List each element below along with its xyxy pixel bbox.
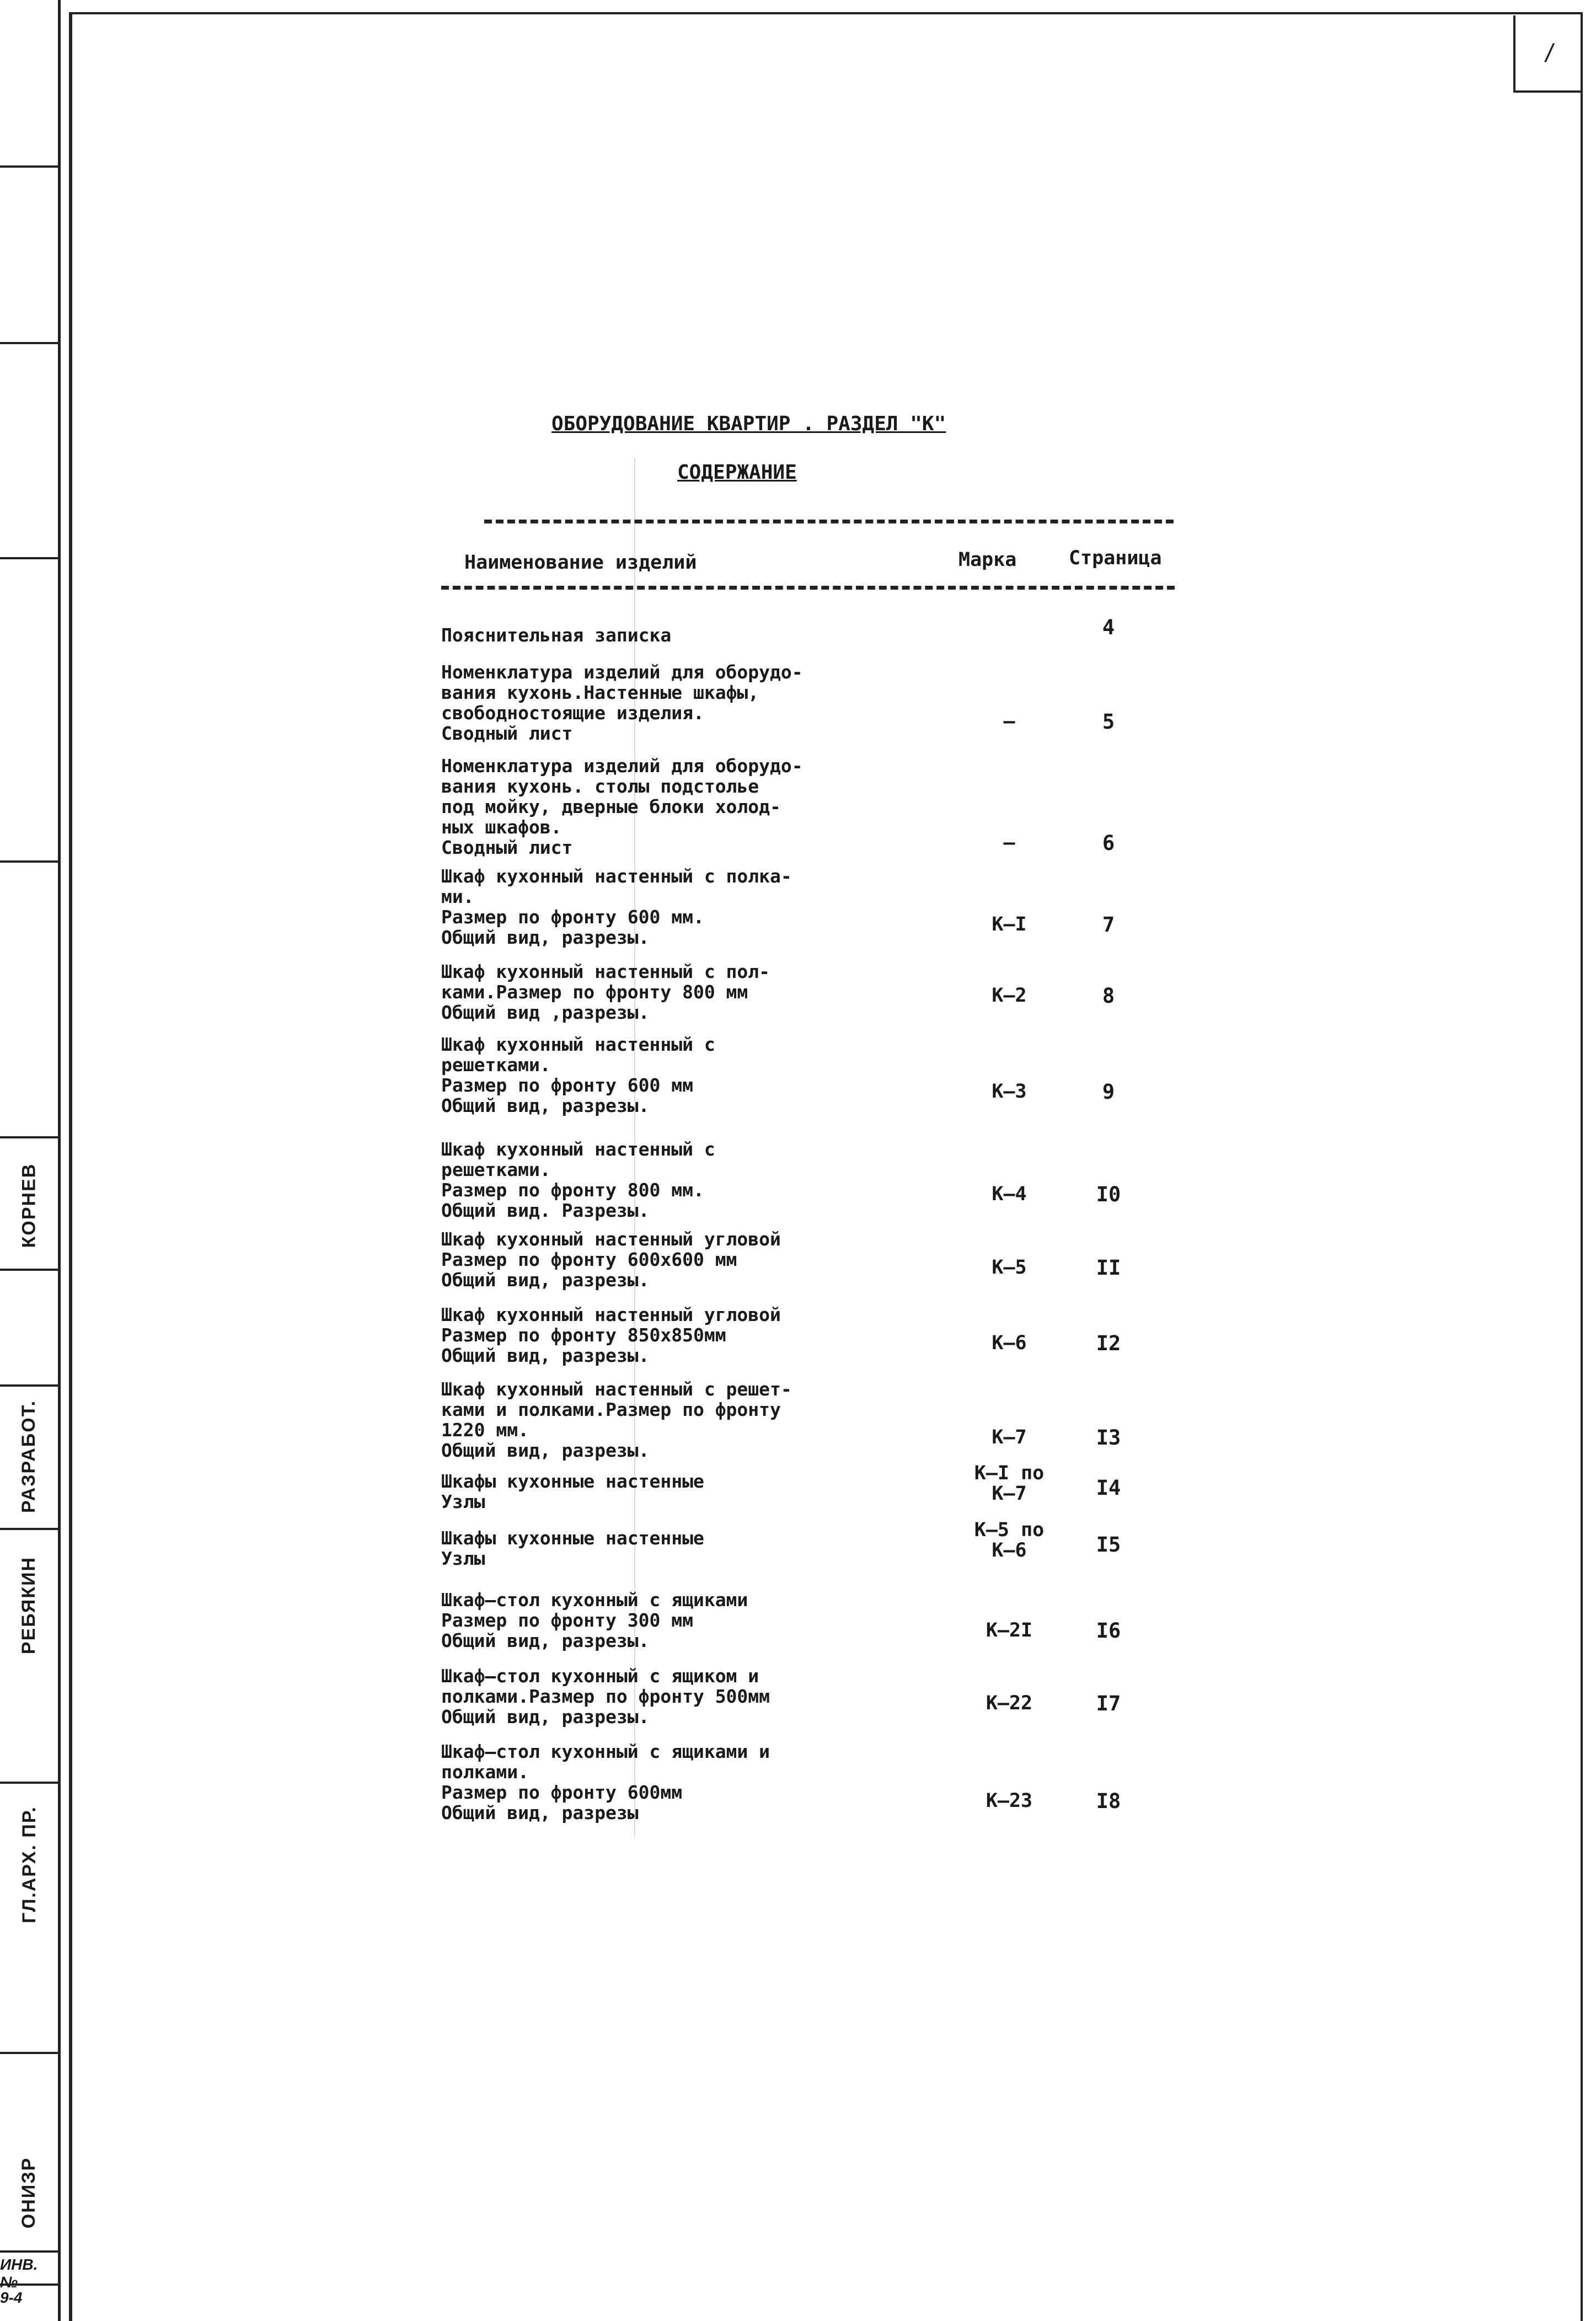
stamp-cell-chief-architect-role: ГЛ.АРХ. ПР.: [18, 1805, 40, 1923]
row-mark: К–I: [992, 913, 1027, 935]
column-header-name: Наименование изделий: [464, 552, 697, 574]
row-page: I6: [1096, 1619, 1121, 1643]
stamp-cell-surname-1: КОРНЕВ: [18, 1163, 40, 1248]
stamp-divider: [0, 557, 61, 559]
row-name: Пояснительная записка: [441, 624, 672, 646]
row-mark: К–5 по К–6: [974, 1519, 1045, 1561]
row-mark: К–4: [992, 1183, 1027, 1205]
row-page: I3: [1096, 1426, 1121, 1450]
stamp-divider: [0, 1136, 61, 1138]
row-page: 9: [1102, 1080, 1115, 1104]
document-subtitle: СОДЕРЖАНИЕ: [677, 461, 797, 484]
stamp-divider: [0, 165, 61, 168]
stamp-divider: [0, 1528, 61, 1530]
row-name: Номенклатура изделий для оборудо- вания кухонь. столы подстолье под мойку, дверные блоки холод- ных шкафов. Сводный лист: [441, 755, 803, 858]
row-page: I5: [1096, 1533, 1121, 1557]
row-page: 6: [1102, 831, 1115, 855]
stamp-divider: [0, 1782, 61, 1784]
stamp-divider: [0, 2052, 61, 2054]
row-mark: –: [1003, 710, 1015, 732]
column-header-page: Страница: [1069, 547, 1162, 569]
row-page: 8: [1102, 984, 1115, 1008]
stamp-cell-organization: ОНИЗР: [18, 2157, 40, 2228]
row-mark: К–22: [986, 1692, 1033, 1714]
row-page: I4: [1096, 1476, 1121, 1500]
row-name: Шкаф кухонный настенный с полка- ми. Размер по фронту 600 мм. Общий вид, разрезы.: [441, 865, 792, 948]
row-name: Шкаф кухонный настенный угловой Размер по фронту 600х600 мм Общий вид, разрезы.: [441, 1228, 781, 1291]
row-name: Шкафы кухонные настенные Узлы: [441, 1470, 704, 1512]
stamp-divider: [0, 1269, 61, 1271]
row-name: Шкаф–стол кухонный с ящиками и полками. Размер по фронту 600мм Общий вид, разрезы: [441, 1741, 770, 1823]
row-name: Шкаф кухонный настенный с решет- ками и полками.Размер по фронту 1220 мм. Общий вид, разрезы.: [441, 1378, 792, 1461]
stamp-divider: [0, 1384, 61, 1387]
row-page: I8: [1096, 1789, 1121, 1813]
row-name: Шкаф кухонный настенный с решетками. Размер по фронту 600 мм Общий вид, разрезы.: [441, 1034, 715, 1116]
page-number-box: [1513, 15, 1583, 93]
row-name: Номенклатура изделий для оборудо- вания кухонь.Настенные шкафы, свободностоящие изделия. Сводный лист: [441, 661, 803, 744]
row-name: Шкаф–стол кухонный с ящиком и полками.Размер по фронту 500мм Общий вид, разрезы.: [441, 1665, 770, 1728]
row-page: I7: [1096, 1692, 1121, 1715]
row-page: II: [1096, 1256, 1121, 1280]
row-mark: К–23: [986, 1790, 1033, 1812]
row-name: Шкаф–стол кухонный с ящиками Размер по фронту 300 мм Общий вид, разрезы.: [441, 1589, 748, 1651]
stamp-cell-developer-role: РАЗРАБОТ.: [18, 1399, 40, 1513]
row-name: Шкаф кухонный настенный с решетками. Размер по фронту 800 мм. Общий вид. Разрезы.: [441, 1138, 715, 1221]
row-mark: К–I по К–7: [974, 1462, 1045, 1505]
stamp-cell-surname-2: РЕБЯКИН: [18, 1556, 40, 1654]
side-stamp: [0, 0, 61, 2321]
row-mark: –: [1003, 832, 1015, 854]
row-mark: К–2: [992, 985, 1027, 1007]
row-page: 7: [1102, 913, 1115, 937]
stamp-divider: [0, 342, 61, 344]
stamp-divider: [0, 860, 61, 863]
stamp-inventory-number: ИНВ. №: [0, 2256, 38, 2291]
page-number: /: [1545, 39, 1553, 67]
stamp-divider: [0, 2250, 61, 2253]
row-mark: К–5: [992, 1256, 1027, 1279]
row-page: I0: [1096, 1183, 1121, 1206]
row-name: Шкаф кухонный настенный угловой Размер по фронту 850х850мм Общий вид, разрезы.: [441, 1304, 781, 1366]
row-page: 4: [1102, 616, 1115, 639]
stamp-sheet-code: 9-4: [0, 2289, 23, 2306]
document-title: ОБОРУДОВАНИЕ КВАРТИР . РАЗДЕЛ "К": [551, 413, 946, 435]
column-header-mark: Марка: [958, 549, 1017, 571]
row-mark: К–6: [992, 1332, 1027, 1354]
row-mark: К–2I: [986, 1619, 1033, 1641]
header-bottom-rule: [441, 586, 1175, 590]
row-mark: К–7: [992, 1426, 1027, 1448]
row-page: 5: [1102, 710, 1115, 734]
row-mark: К–3: [992, 1081, 1027, 1103]
header-top-rule: [484, 520, 1174, 523]
row-name: Шкафы кухонные настенные Узлы: [441, 1527, 704, 1569]
row-page: I2: [1096, 1331, 1121, 1355]
row-name: Шкаф кухонный настенный с пол- ками.Размер по фронту 800 мм Общий вид ,разрезы.: [441, 961, 770, 1023]
